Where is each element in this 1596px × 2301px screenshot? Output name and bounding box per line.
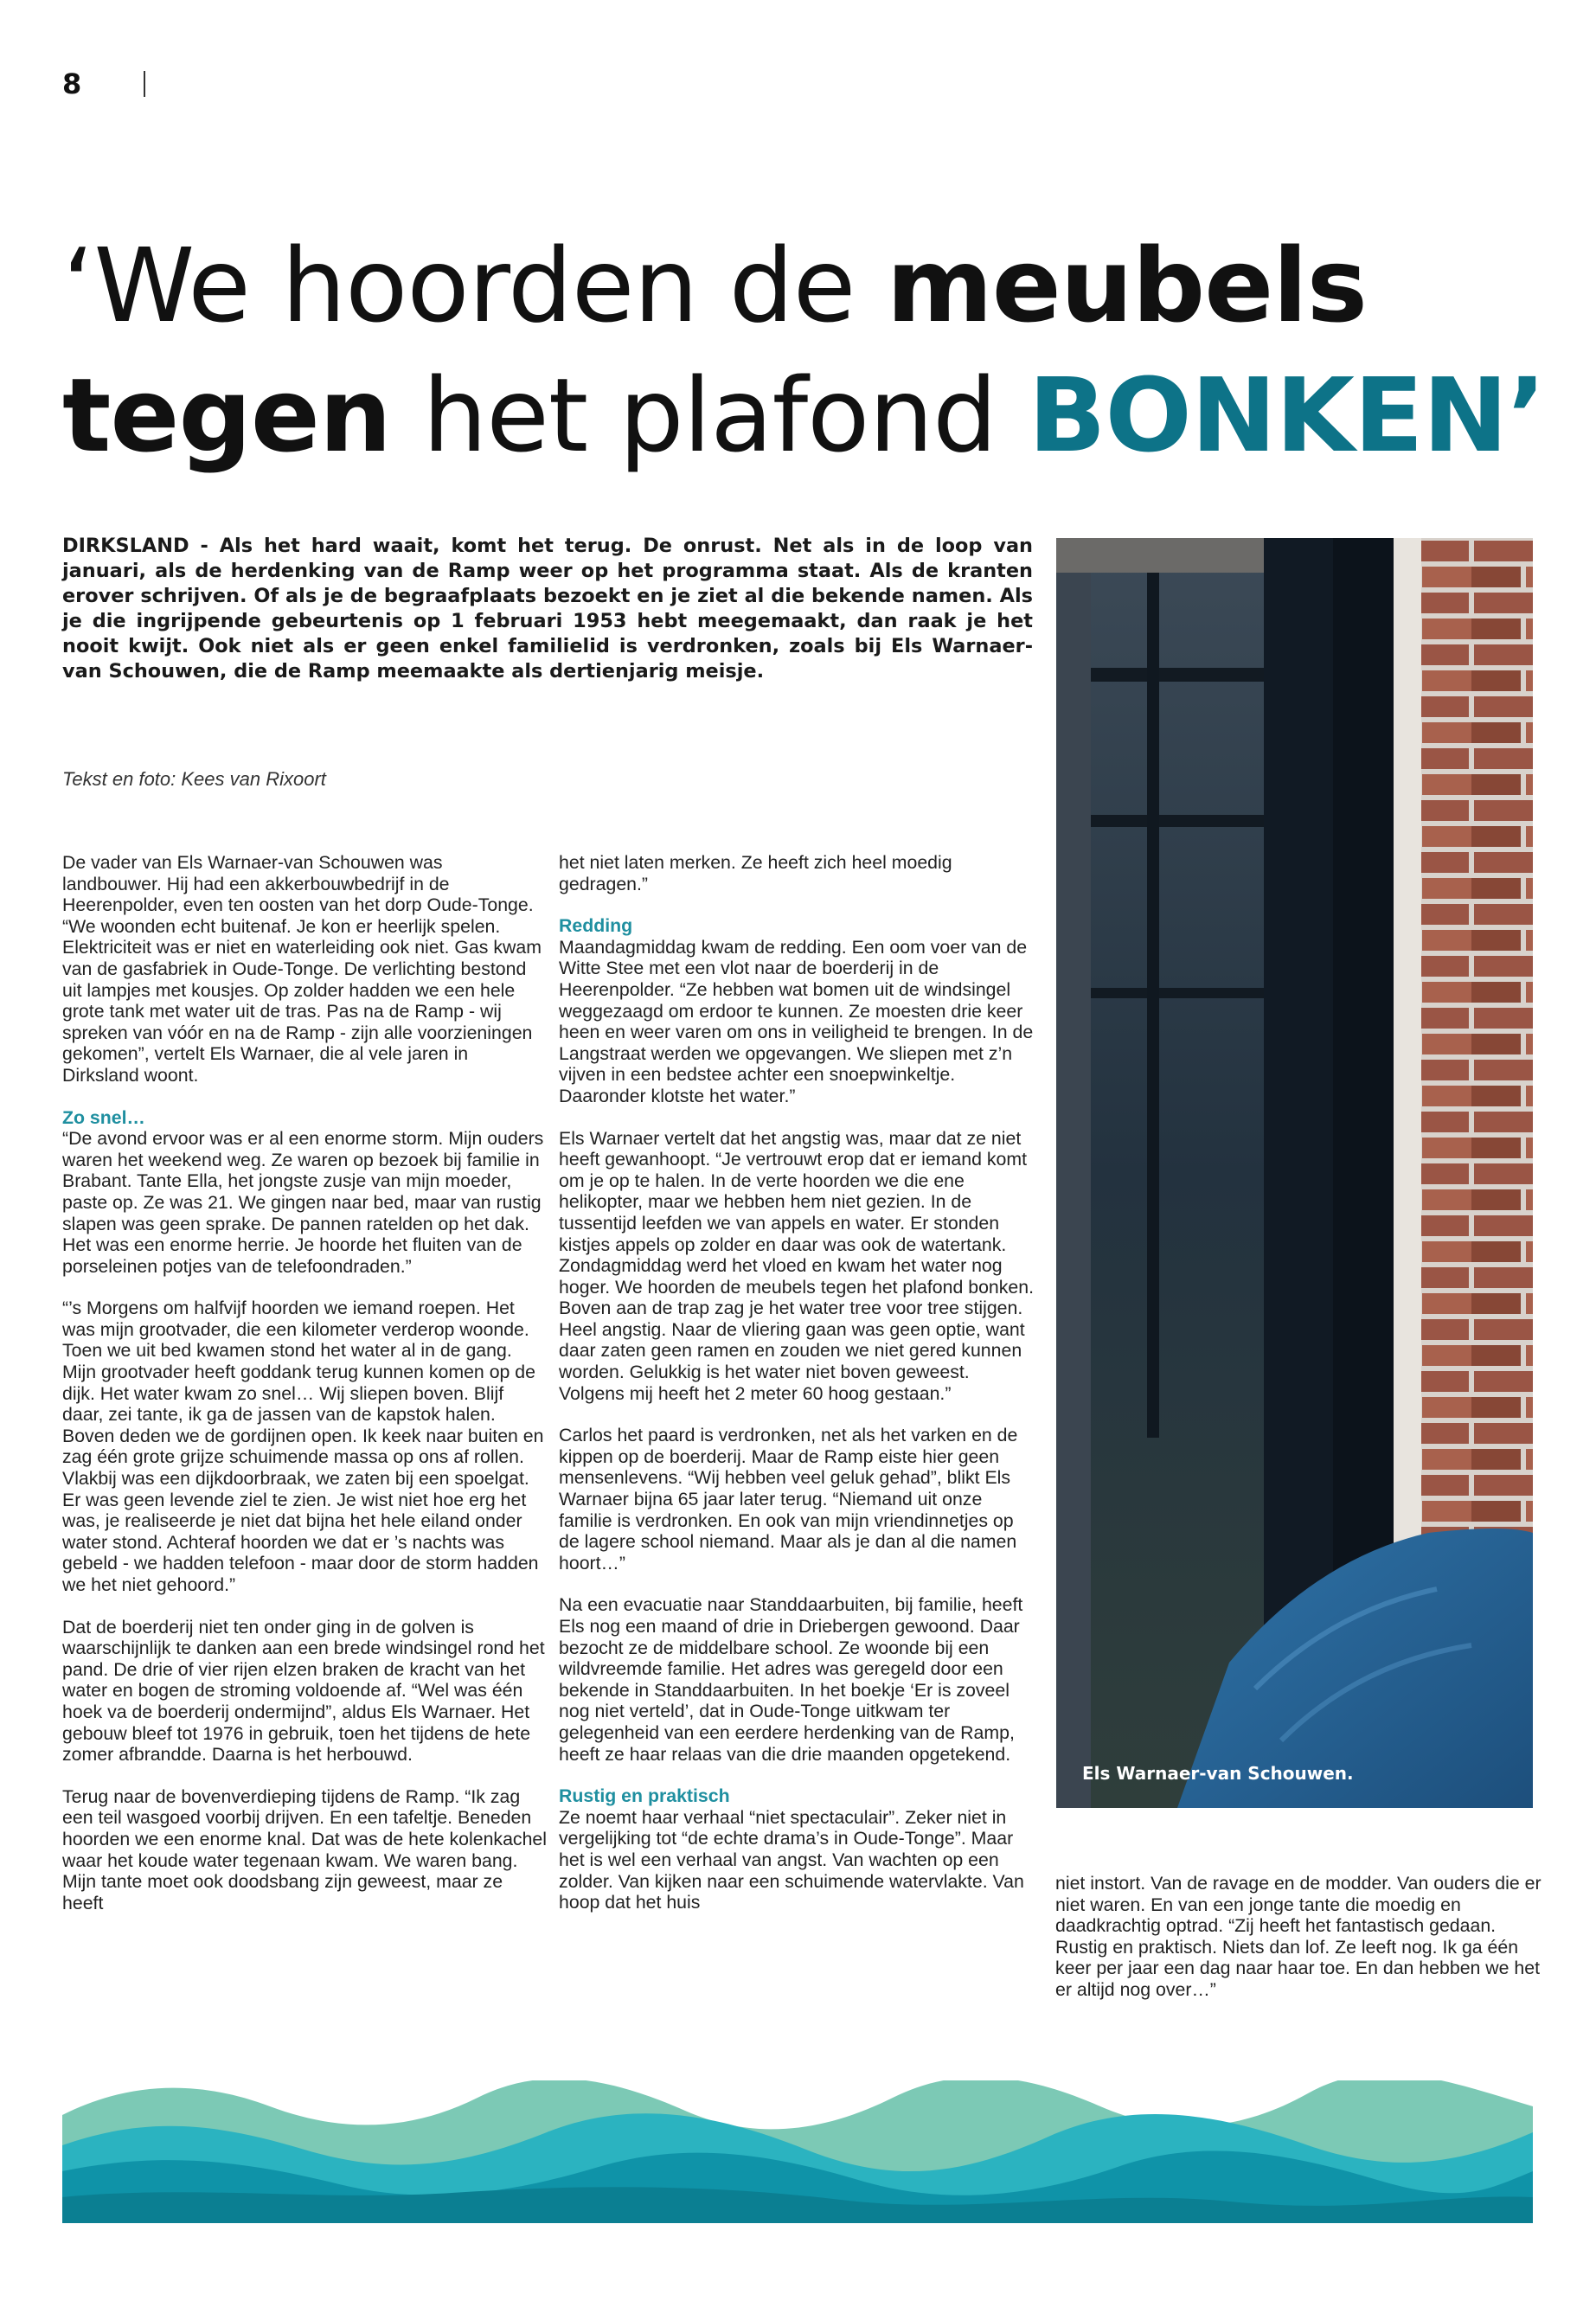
decorative-waves (62, 2080, 1533, 2223)
headline-part-4: het plafond (390, 356, 1029, 475)
paragraph: Carlos het paard is verdronken, net als het varken en de kippen op de boerderij. Maar de Ramp eiste hier geen mensenlevens. “Wij hebben veel geluk gehad”, blikt Els Warnaer bijna 65 jaar later terug. “Niemand uit onze familie is verdronken. En ook van mijn vriendinnetjes op de lagere school niemand. Maar als je dan al die namen hoort…” (559, 1425, 1018, 1574)
paragraph: Dat de boerderij niet ten onder ging in de golven is waarschijnlijk te danken aan een brede windsingel rond het pand. De drie of vier rijen elzen braken de kracht van het water en bogen de stroming voldoende af. “Wel was één hoek va de boerderij ondermijnd”, aldus Els Warnaer. Het gebouw bleef tot 1976 in gebruik, toen het tijdens de hete zomer afbrandde. Daarna is het herbouwd. (62, 1616, 545, 1766)
paragraph: De vader van Els Warnaer-van Schouwen was landbouwer. Hij had een akkerbouwbedrijf in de Heerenpolder, even ten oosten van het dorp Oude-Tonge. “We woonden echt buitenaf. Je kon er heerlijk spelen. Elektriciteit was er niet en waterleiding ook niet. Gas kwam van de gasfabriek in Oude-Tonge. De verlichting bestond uit lampjes met kousjes. Op zolder hadden we een hele grote tank met water uit de tras. Pas na de Ramp - wij spreken van vóór en na de Ramp - zijn alle voorzieningen gekomen”, vertelt Els Warnaer, die al vele jaren in Dirksland woont. (62, 852, 542, 1086)
subheading: Redding (559, 915, 633, 937)
photo-caption: Els Warnaer-van Schouwen. (1082, 1763, 1354, 1784)
paragraph: Na een evacuatie naar Standdaarbuiten, bij familie, heeft Els nog een maand of drie in Driebergen gewoond. Daar bezocht ze de middelbare school. Ze woonde bij een wildvreemde familie. Het adres was geregeld door een bekende in Standdaarbuiten. In het boekje ‘Er is zoveel nog niet verteld’, dat in Oude-Tonge uitkwam ter gelegenheid van een eerdere herdenking van de Ramp, heeft ze haar relaas van die drie maanden opgetekend. (559, 1594, 1023, 1765)
article-column-2 (559, 852, 1036, 1934)
subheading: Zo snel… (62, 1106, 145, 1128)
headline-part-1: ‘We hoorden de (62, 226, 887, 345)
paragraph: Els Warnaer vertelt dat het angstig was, maar dat ze niet heeft gewanhoopt. “Je vertrouwt erop dat er iemand komt om je op te halen. In de verte hoorden we die ene helikopter, maar we hebben hem niet gezien. In de tussentijd leefden we van appels en water. Er stonden kistjes appels op zolder en daar was ook de watertank. Zondagmiddag werd het vloed en kwam het water nog hoger. We hoorden de meubels tegen het plafond bonken. Boven aan de trap zag je het water tree voor tree stijgen. Heel angstig. Naar de vliering gaan was geen optie, want daar zaten geen ramen en zouden we niet gered kunnen worden. Gelukkig is het water niet boven geweest. Volgens mij heeft het 2 meter 60 hoog gestaan.” (559, 1127, 1035, 1404)
paragraph: Maandagmiddag kwam de redding. Een oom voer van de Witte Stee met een vlot naar de boerderij in de Heerenpolder. “Ze hebben wat bomen uit de windsingel weggezaagd om erdoor te kunnen. Ze moesten drie keer heen en weer varen om ons in veiligheid te brengen. In de Langstraat werden we opgevangen. We sliepen met z’n vijven in een bedstee achter een snoepwinkeltje. Daaronder klotste het water.” (559, 936, 1034, 1106)
headline-part-3: tegen (62, 356, 391, 475)
page-number-divider (144, 71, 145, 97)
paragraph: “De avond ervoor was er al een enorme storm. Mijn ouders waren het weekend weg. Ze waren op bezoek bij familie in Brabant. Tante Ella, het jongste zusje van mijn moeder, paste op. Ze was 21. We gingen naar bed, maar van rustig slapen was geen sprake. De pannen ratelden op het dak. Het was een enorme herrie. Je hoorde het fluiten van de porseleinen potjes van de telefoondraden.” (62, 1128, 544, 1277)
headline (62, 221, 1550, 480)
paragraph: Terug naar de bovenverdieping tijdens de Ramp. “Ik zag een teil wasgoed voorbij drijven. En een tafeltje. Beneden hoorden we een enorme knal. Dat was de hete kolenkachel waar het koude water tegenaan kwam. We waren bang. Mijn tante moet ook doodsbang zijn geweest, maar ze heeft (62, 1785, 547, 1913)
page-number: 8 (62, 67, 82, 100)
headline-part-2: meubels (886, 226, 1367, 345)
paragraph: “’s Morgens om halfvijf hoorden we iemand roepen. Het was mijn grootvader, die een kilometer verderop woonde. Toen we uit bed kwamen stond het water al in de gang. Mijn grootvader heeft goddank terug kunnen komen op de dijk. Het water kwam zo snel… Wij sliepen boven. Blijf daar, zei tante, ik ga de jassen van de kapstok halen. Boven deden we de gordijnen open. Ik keek naar buiten en zag één grote grijze schuimende massa op ons af rollen. Vlakbij was een dijkdoorbraak, we zaten bij een spoelgat. Er was geen levende ziel te zien. Je wist niet hoe erg het was, je realiseerde je niet dat bijna het hele eiland onder water stond. Achteraf hoorden we dat er ’s nachts was gebeld - we hadden telefoon - maar door de storm hadden we het niet gehoord.” (62, 1298, 544, 1595)
paragraph: niet instort. Van de ravage en de modder. Van ouders die er niet waren. En van een jonge tante die moedig en daadkrachtig optrad. “Zij heeft het fantastisch gedaan. Rustig en praktisch. Niets dan lof. Ze leeft nog. Ik ga één keer per jaar een dag naar haar toe. En dan hebben we het er altijd nog over…” (1055, 1873, 1542, 2000)
portrait-photo (1056, 538, 1533, 1808)
paragraph: het niet laten merken. Ze heeft zich heel moedig gedragen.” (559, 852, 952, 894)
byline: Tekst en foto: Kees van Rixoort (62, 768, 326, 790)
photo-illustration (1056, 538, 1533, 1808)
paragraph: Ze noemt haar verhaal “niet spectaculair”. Zeker niet in vergelijking tot “de echte drama’s in Oude-Tonge”. Maar het is wel een verhaal van angst. Van wachten op een zolder. Van kijken naar een schuimende watervlakte. Van hoop dat het huis (559, 1806, 1024, 1913)
article-column-3 (1055, 1873, 1548, 2022)
subheading: Rustig en praktisch (559, 1785, 730, 1807)
headline-accent-word: BONKEN’ (1028, 356, 1546, 475)
article-column-1 (62, 852, 547, 1934)
intro-lead: DIRKSLAND - Als het hard waait, komt het terug. De onrust. Net als in de loop van januari, als de herdenking van de Ramp weer op het programma staat. Als de kranten erover schrijven. Of als je de begraafplaats bezoekt en je ziet al die bekende namen. Als je die ingrijpende gebeurtenis op 1 februari 1953 hebt meegemaakt, dan raak je het nooit kwijt. Ook niet als er geen enkel familielid is verdronken, zoals bij Els Warnaer-van Schouwen, die de Ramp meemaakte als dertienjarig meisje. (62, 535, 1033, 683)
